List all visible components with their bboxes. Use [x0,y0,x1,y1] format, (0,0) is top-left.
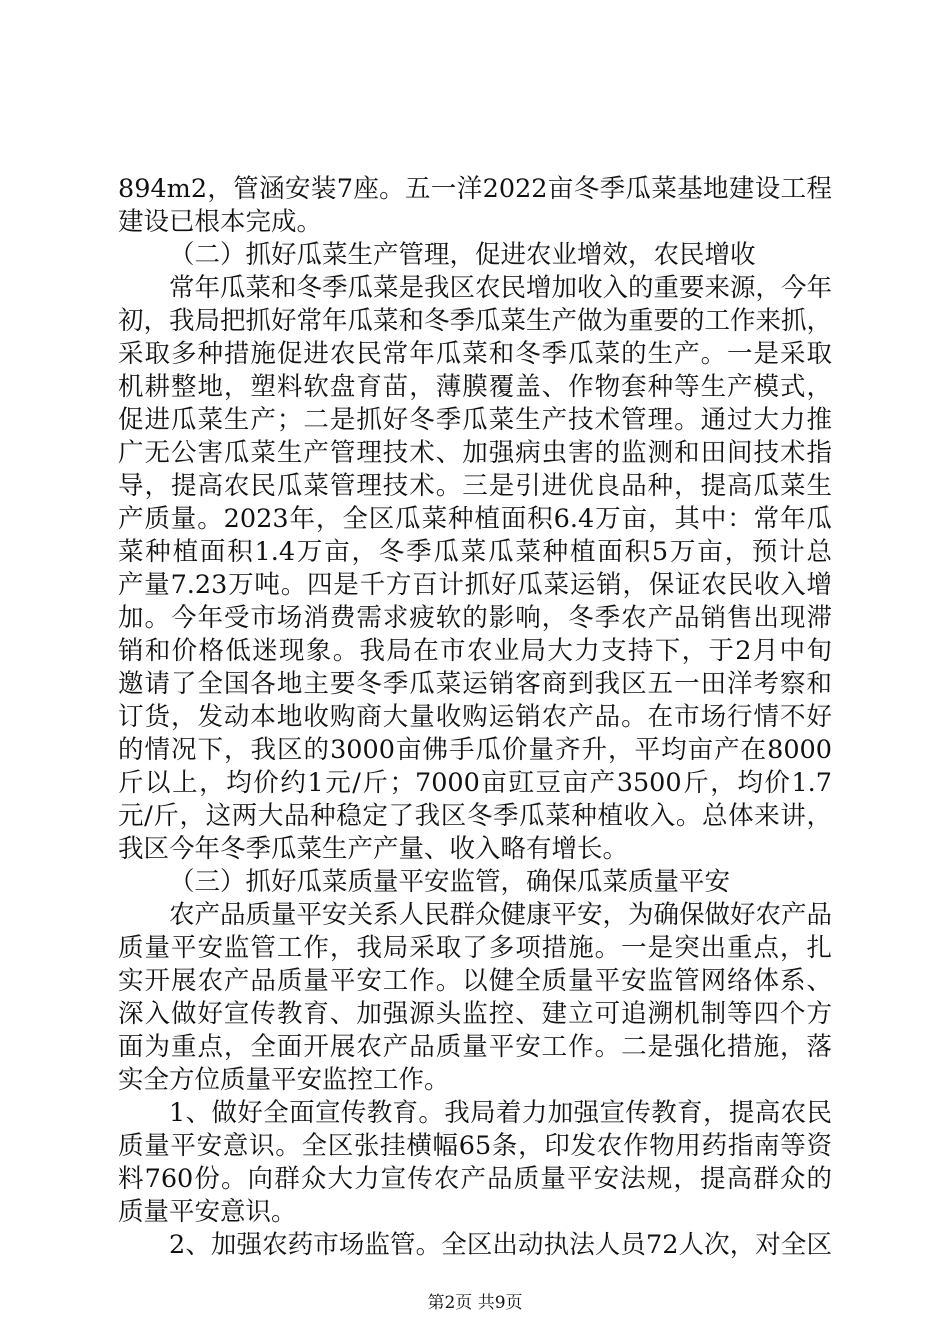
body-line: 的情况下，我区的3000亩佛手瓜价量齐升，平均亩产在8000 [118,735,832,765]
paragraph-first-line: 1、做好全面宣传教育。我局着力加强宣传教育，提高农民 [169,1098,832,1128]
body-line: 销和价格低迷现象。我局在市农业局大力支持下，于2月中旬 [118,636,832,666]
page-footer: 第2页 共9页 [427,1293,523,1313]
paragraph-first-line: 农产品质量平安关系人民群众健康平安，为确保做好农产品 [169,900,832,930]
body-line: 实开展农产品质量平安工作。以健全质量平安监管网络体系、 [118,966,832,996]
body-line: 促进瓜菜生产；二是抓好冬季瓜菜生产技术管理。通过大力推 [118,405,832,435]
body-line: 894m2，管涵安装7座。五一洋2022亩冬季瓜菜基地建设工程 [118,174,832,204]
body-line: 广无公害瓜菜生产管理技术、加强病虫害的监测和田间技术指 [118,438,832,468]
section-heading-2: （二）抓好瓜菜生产管理，促进农业增效，农民增收 [169,240,756,270]
paragraph-first-line: 2、加强农药市场监管。全区出动执法人员72人次，对全区 [169,1230,832,1260]
section-heading-3: （三）抓好瓜菜质量平安监管，确保瓜菜质量平安 [169,867,731,897]
body-line: 导，提高农民瓜菜管理技术。三是引进优良品种，提高瓜菜生 [118,471,832,501]
paragraph-first-line: 常年瓜菜和冬季瓜菜是我区农民增加收入的重要来源，今年 [169,273,832,303]
body-line: 我区今年冬季瓜菜生产产量、收入略有增长。 [118,834,629,864]
body-line: 机耕整地，塑料软盘育苗，薄膜覆盖、作物套种等生产模式， [118,372,832,402]
body-line: 斤以上，均价约1元/斤；7000亩豇豆亩产3500斤，均价1.7 [118,768,832,798]
body-line: 质量平安意识。全区张挂横幅65条，印发农作物用药指南等资 [118,1131,832,1161]
body-line: 建设已根本完成。 [118,207,323,237]
body-line: 采取多种措施促进农民常年瓜菜和冬季瓜菜的生产。一是采取 [118,339,832,369]
body-line: 订货，发动本地收购商大量收购运销农产品。在市场行情不好 [118,702,832,732]
body-line: 产量7.23万吨。四是千方百计抓好瓜菜运销，保证农民收入增 [118,570,832,600]
body-line: 质量平安监管工作，我局采取了多项措施。一是突出重点，扎 [118,933,832,963]
body-line: 邀请了全国各地主要冬季瓜菜运销客商到我区五一田洋考察和 [118,669,832,699]
body-line: 加。今年受市场消费需求疲软的影响，冬季农产品销售出现滞 [118,603,832,633]
body-line: 质量平安意识。 [118,1197,297,1227]
body-line: 面为重点，全面开展农产品质量平安工作。二是强化措施，落 [118,1032,832,1062]
body-line: 初，我局把抓好常年瓜菜和冬季瓜菜生产做为重要的工作来抓， [118,306,832,336]
body-line: 实全方位质量平安监控工作。 [118,1065,450,1095]
body-line: 产质量。2023年，全区瓜菜种植面积6.4万亩，其中：常年瓜 [118,504,832,534]
body-line: 元/斤，这两大品种稳定了我区冬季瓜菜种植收入。总体来讲， [118,801,832,831]
body-line: 菜种植面积1.4万亩，冬季瓜菜瓜菜种植面积5万亩，预计总 [118,537,832,567]
body-line: 深入做好宣传教育、加强源头监控、建立可追溯机制等四个方 [118,999,832,1029]
body-line: 料760份。向群众大力宣传农产品质量平安法规，提高群众的 [118,1164,832,1194]
